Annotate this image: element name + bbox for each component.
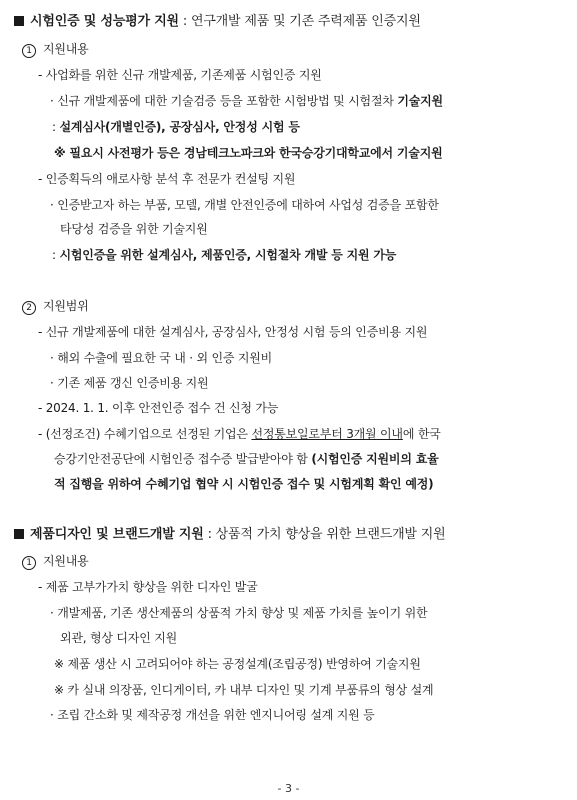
square-bullet-icon [14, 529, 24, 539]
text-line: - 신규 개발제품에 대한 설계심사, 공장심사, 안정성 시험 등의 인증비용 지원 [38, 325, 428, 339]
text-span: - (선정조건) 수혜기업으로 선정된 기업은 [38, 427, 252, 441]
text-line: - 인증획득의 애로사항 분석 후 전문가 컨설팅 지원 [38, 172, 296, 186]
subheading-support-content [22, 41, 89, 58]
text-bold: 설계심사(개별인증), 공장심사, 안정성 시험 등 [59, 120, 300, 134]
subheading-support-content [22, 553, 89, 570]
text-bold: 시험인증을 위한 설계심사, 제품인증, 시험절차 개발 등 지원 가능 [59, 248, 397, 262]
text-line [52, 119, 300, 135]
text-line: - 제품 고부가가치 향상을 위한 디자인 발굴 [38, 580, 258, 594]
text-line [52, 247, 396, 263]
text-line: · 조립 간소화 및 제작공정 개선을 위한 엔지니어링 설계 지원 등 [50, 708, 375, 722]
text-span: 승강기안전공단에 시험인증 접수증 발급받아야 함 [54, 452, 312, 466]
text-line: 적 집행을 위하여 수혜기업 협약 시 시험인증 접수 및 시험계획 확인 예정) [54, 477, 434, 491]
heading-bold: 제품디자인 및 브랜드개발 지원 [30, 527, 204, 542]
text-underlined: 선정통보일로부터 3개월 이내 [251, 427, 403, 441]
text-span: · 신규 개발제품에 대한 기술검증 등을 포함한 시험방법 및 시험절차 [50, 94, 398, 108]
text-bold: (시험인증 지원비의 효율 [311, 452, 439, 466]
text-line [54, 451, 438, 467]
subheading-support-scope [22, 298, 89, 315]
note-line: ※ 필요시 사전평가 등은 경남테크노파크와 한국승강기대학교에서 기술지원 [54, 146, 443, 160]
heading-rest: : 상품적 가치 향상을 위한 브랜드개발 지원 [203, 527, 446, 542]
circled-number: 1 [22, 556, 36, 570]
text-line: · 기존 제품 갱신 인증비용 지원 [50, 376, 209, 390]
subheading-title: 지원내용 [43, 42, 89, 56]
text-line: 외관, 형상 디자인 지원 [60, 631, 177, 645]
text-span: 에 한국 [402, 427, 441, 441]
text-line: - 2024. 1. 1. 이후 안전인증 접수 건 신청 가능 [38, 401, 279, 415]
text-line: - 사업화를 위한 신규 개발제품, 기존제품 시험인증 지원 [38, 68, 322, 82]
text-line [38, 426, 441, 442]
square-bullet-icon [14, 16, 24, 26]
subheading-title: 지원범위 [43, 299, 89, 313]
text-line: · 해외 수출에 필요한 국 내 · 외 인증 지원비 [50, 351, 273, 365]
text-line: · 개발제품, 기존 생산제품의 상품적 가치 향상 및 제품 가치를 높이기 위한 [50, 606, 428, 620]
note-line: ※ 카 실내 의장품, 인디게이터, 카 내부 디자인 및 기계 부품류의 형상 설계 [54, 683, 434, 697]
heading-bold: 시험인증 및 성능평가 지원 [30, 14, 179, 29]
text-line: 타당성 검증을 위한 기술지원 [60, 222, 208, 236]
subheading-title: 지원내용 [43, 554, 89, 568]
circled-number: 1 [22, 44, 36, 58]
section-heading-design [14, 527, 445, 543]
text-line [50, 93, 443, 109]
text-span: : [52, 120, 60, 134]
text-line: · 인증받고자 하는 부품, 모델, 개별 안전인증에 대하여 사업성 검증을 포함한 [50, 198, 439, 212]
heading-rest: : 연구개발 제품 및 기존 주력제품 인증지원 [178, 14, 421, 29]
page-number: - 3 - [277, 782, 300, 795]
text-bold: 기술지원 [397, 94, 443, 108]
text-span: : [52, 248, 60, 262]
note-line: ※ 제품 생산 시 고려되어야 하는 공정설계(조립공정) 반영하여 기술지원 [54, 657, 421, 671]
circled-number: 2 [22, 301, 36, 315]
section-heading-certification [14, 14, 421, 30]
